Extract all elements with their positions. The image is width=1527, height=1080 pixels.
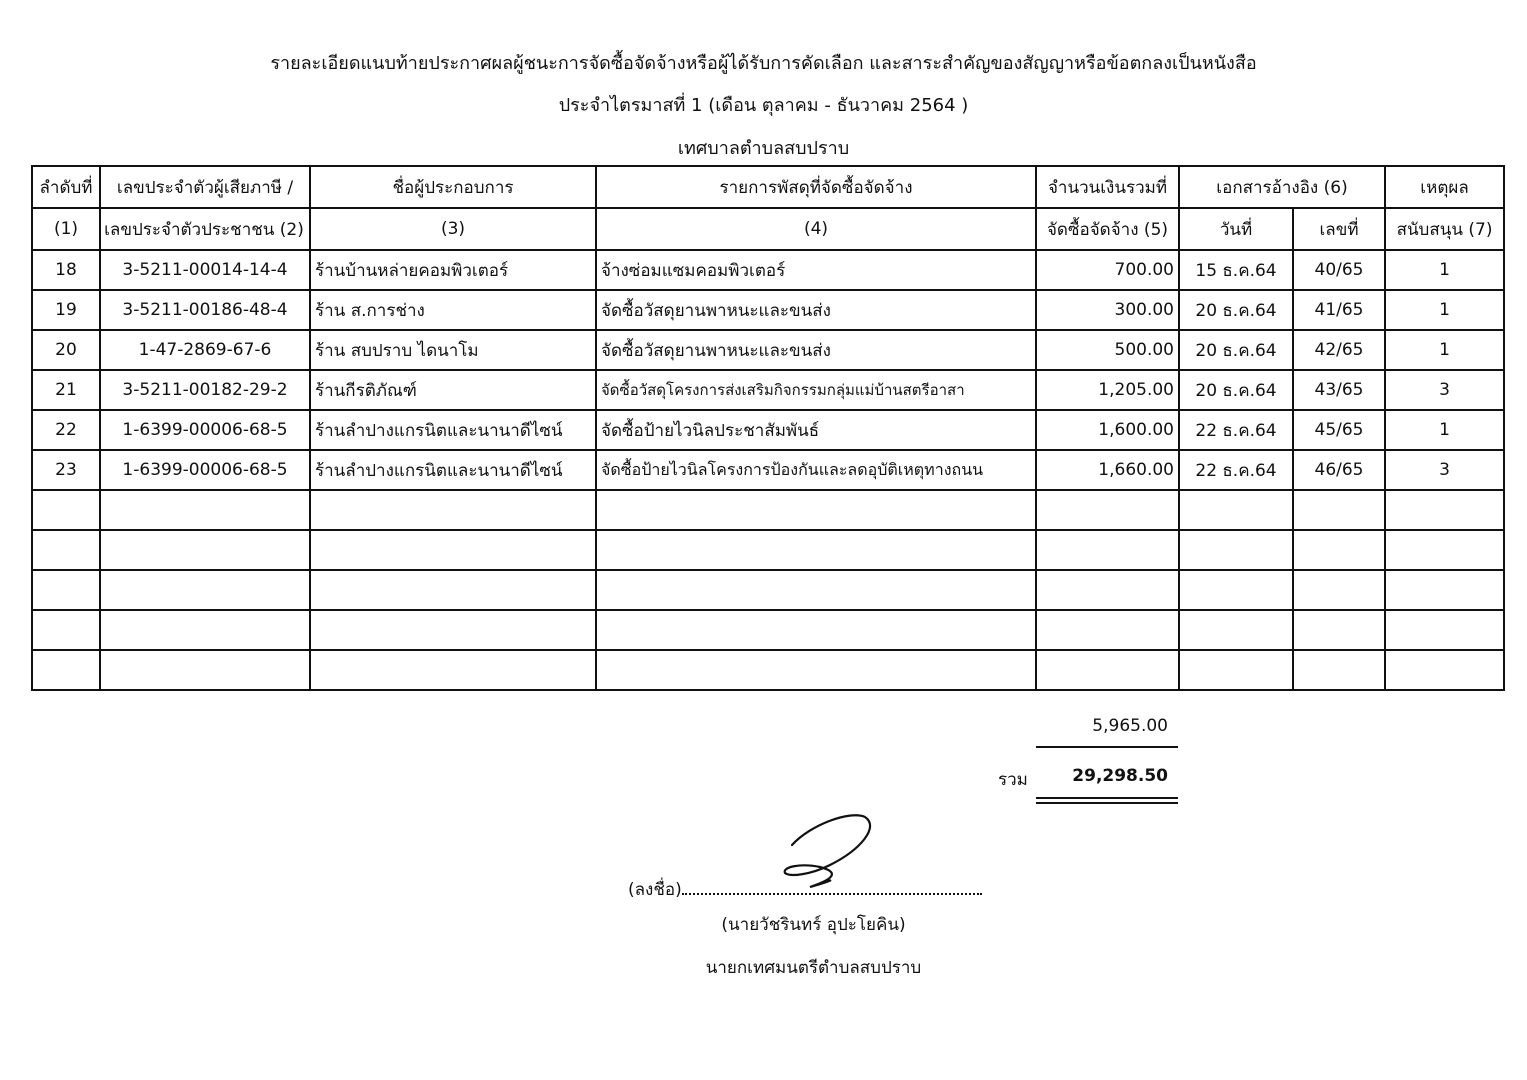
header-reason-sub: สนับสนุน (7) — [1385, 208, 1504, 250]
cell-taxid: 3-5211-00186-48-4 — [100, 290, 310, 330]
cell-vendor: ร้านกีรติภัณฑ์ — [310, 370, 596, 410]
table-row-empty — [32, 530, 1504, 570]
table-row-empty — [32, 570, 1504, 610]
table-row — [32, 330, 1504, 370]
sign-label: (ลงชื่อ) — [628, 880, 682, 900]
cell-date: 22 ธ.ค.64 — [1179, 410, 1293, 450]
header-vendor: ชื่อผู้ประกอบการ — [310, 166, 596, 208]
cell-no: 21 — [32, 370, 100, 410]
cell-vendor: ร้านบ้านหล่ายคอมพิวเตอร์ — [310, 250, 596, 290]
cell-no: 18 — [32, 250, 100, 290]
header-taxid: เลขประจำตัวผู้เสียภาษี / — [100, 166, 310, 208]
cell-ref: 43/65 — [1293, 370, 1385, 410]
header-no: ลำดับที่ — [32, 166, 100, 208]
table-row — [32, 450, 1504, 490]
header-item: รายการพัสดุที่จัดซื้อจัดจ้าง — [596, 166, 1036, 208]
header-reference: เอกสารอ้างอิง (6) — [1179, 166, 1385, 208]
header-reason: เหตุผล — [1385, 166, 1504, 208]
header-ref-no: เลขที่ — [1293, 208, 1385, 250]
header-ref-date: วันที่ — [1179, 208, 1293, 250]
cell-no: 19 — [32, 290, 100, 330]
cell-vendor: ร้าน สบปราบ ไดนาโม — [310, 330, 596, 370]
cell-no: 22 — [32, 410, 100, 450]
table-row — [32, 250, 1504, 290]
cell-item: จัดซื้อป้ายไวนิลโครงการป้องกันและลดอุบัติเหตุทางถนน — [596, 450, 1036, 490]
cell-taxid: 1-6399-00006-68-5 — [100, 450, 310, 490]
organization-name: เทศบาลตำบลสบปราบ — [677, 138, 850, 159]
total-double-underline — [1036, 797, 1178, 804]
cell-vendor: ร้าน ส.การช่าง — [310, 290, 596, 330]
cell-item: จัดซื้อวัสดุยานพาหนะและขนส่ง — [596, 330, 1036, 370]
cell-item: จัดซื้อป้ายไวนิลประชาสัมพันธ์ — [596, 410, 1036, 450]
cell-reason: 3 — [1385, 370, 1504, 410]
cell-reason: 1 — [1385, 410, 1504, 450]
cell-taxid: 3-5211-00014-14-4 — [100, 250, 310, 290]
total-label: รวม — [998, 770, 1028, 790]
header-vendor-sub: (3) — [310, 208, 596, 250]
header-item-sub: (4) — [596, 208, 1036, 250]
cell-taxid: 1-6399-00006-68-5 — [100, 410, 310, 450]
cell-reason: 3 — [1385, 450, 1504, 490]
document-period: ประจำไตรมาสที่ 1 (เดือน ตุลาคม - ธันวาคม 2564 ) — [558, 95, 969, 116]
signature-dots — [682, 879, 982, 895]
table-row — [32, 410, 1504, 450]
cell-vendor: ร้านลำปางแกรนิตและนานาดีไซน์ — [310, 450, 596, 490]
cell-ref: 40/65 — [1293, 250, 1385, 290]
table-row — [32, 370, 1504, 410]
table-row-empty — [32, 650, 1504, 690]
subtotal-value: 5,965.00 — [1092, 716, 1168, 736]
subtotal-underline — [1036, 746, 1178, 748]
table-row-empty — [32, 610, 1504, 650]
cell-taxid: 3-5211-00182-29-2 — [100, 370, 310, 410]
table-row — [32, 290, 1504, 330]
cell-reason: 1 — [1385, 330, 1504, 370]
cell-taxid: 1-47-2869-67-6 — [100, 330, 310, 370]
cell-amount: 300.00 — [1036, 290, 1179, 330]
signer-position: นายกเทศมนตรีตำบลสบปราบ — [705, 958, 922, 978]
cell-ref: 42/65 — [1293, 330, 1385, 370]
cell-no: 20 — [32, 330, 100, 370]
header-no-sub: (1) — [32, 208, 100, 250]
signer-name: (นายวัชรินทร์ อุปะโยคิน) — [721, 915, 906, 935]
cell-amount: 500.00 — [1036, 330, 1179, 370]
cell-date: 22 ธ.ค.64 — [1179, 450, 1293, 490]
procurement-table — [31, 165, 1505, 691]
header-amount: จำนวนเงินรวมที่ — [1036, 166, 1179, 208]
cell-vendor: ร้านลำปางแกรนิตและนานาดีไซน์ — [310, 410, 596, 450]
cell-reason: 1 — [1385, 250, 1504, 290]
table-row-empty — [32, 490, 1504, 530]
cell-amount: 700.00 — [1036, 250, 1179, 290]
cell-no: 23 — [32, 450, 100, 490]
signature-line — [628, 876, 982, 903]
cell-ref: 46/65 — [1293, 450, 1385, 490]
cell-item: จ้างซ่อมแซมคอมพิวเตอร์ — [596, 250, 1036, 290]
header-amount-sub: จัดซื้อจัดจ้าง (5) — [1036, 208, 1179, 250]
cell-date: 20 ธ.ค.64 — [1179, 330, 1293, 370]
cell-reason: 1 — [1385, 290, 1504, 330]
cell-item: จัดซื้อวัสดุยานพาหนะและขนส่ง — [596, 290, 1036, 330]
cell-amount: 1,205.00 — [1036, 370, 1179, 410]
cell-ref: 45/65 — [1293, 410, 1385, 450]
cell-ref: 41/65 — [1293, 290, 1385, 330]
total-value: 29,298.50 — [1072, 766, 1168, 786]
cell-amount: 1,660.00 — [1036, 450, 1179, 490]
cell-item: จัดซื้อวัสดุโครงการส่งเสริมกิจกรรมกลุ่มแม่บ้านสตรีอาสา — [596, 370, 1036, 410]
cell-amount: 1,600.00 — [1036, 410, 1179, 450]
cell-date: 20 ธ.ค.64 — [1179, 290, 1293, 330]
cell-date: 20 ธ.ค.64 — [1179, 370, 1293, 410]
cell-date: 15 ธ.ค.64 — [1179, 250, 1293, 290]
document-title: รายละเอียดแนบท้ายประกาศผลผู้ชนะการจัดซื้อจัดจ้างหรือผู้ได้รับการคัดเลือก และสาระสำคัญของสัญญาหรือข้อตกลงเป็นหนังสือ — [270, 53, 1257, 74]
header-taxid-sub: เลขประจำตัวประชาชน (2) — [100, 208, 310, 250]
